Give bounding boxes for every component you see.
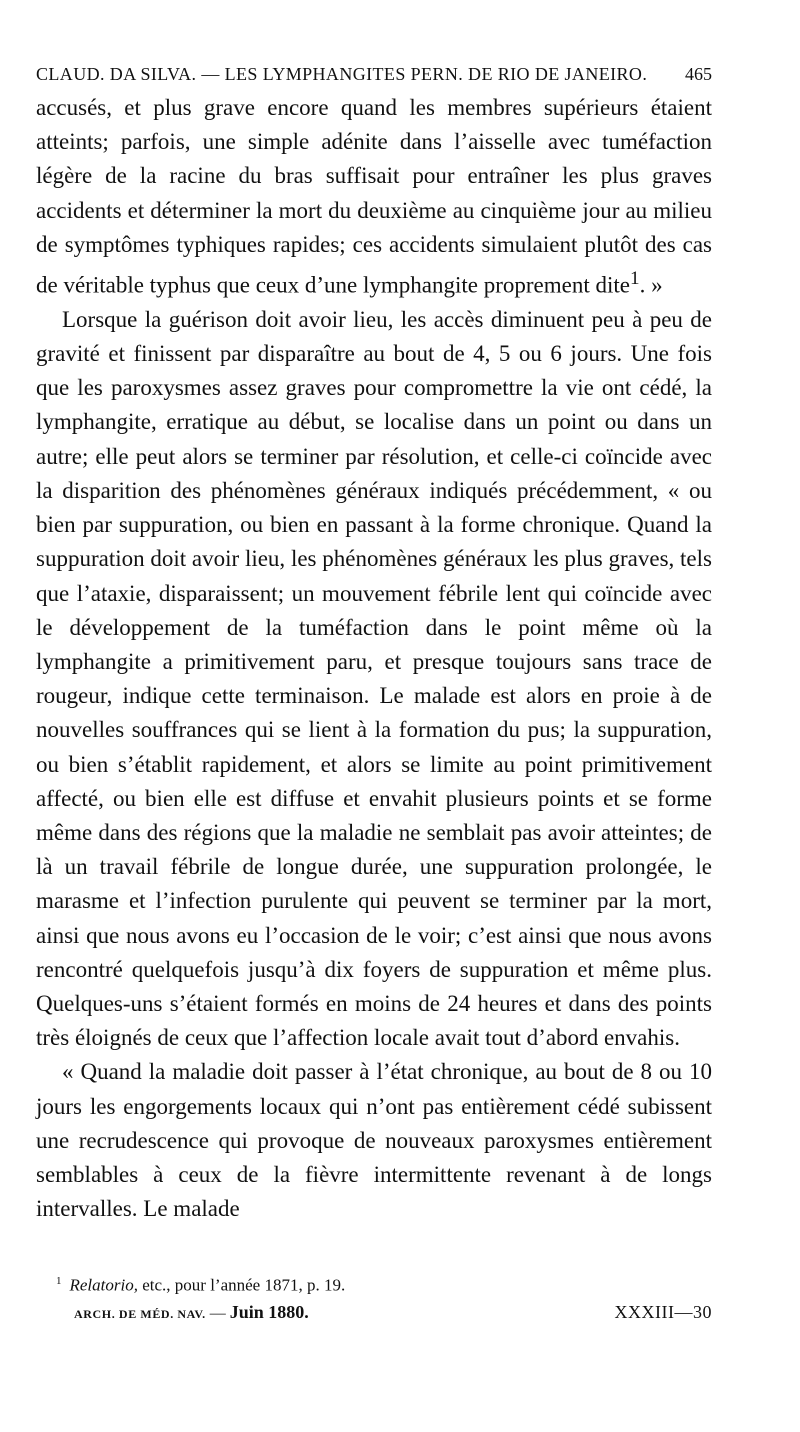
paragraph-1: accusés, et plus grave encore quand les membres supérieurs étaient atteints; parfois, une simple adénite dans l’aisselle avec tuméfaction légère de la racine du bras suffisait pour entraîner les plus graves accidents et déterminer la mort du deuxième au cinquième jour au milieu de symptômes typhiques rapides; ces accidents simulaient plutôt des cas de véritable typhus que ceux d’une lymphangite proprement dite$^1$. » — [36, 95, 712, 298]
footnote — [36, 1270, 712, 1297]
body-text — [36, 91, 712, 1226]
footnote-text: etc., pour l’année 1871, p. 19. — [137, 1276, 346, 1296]
footnote-title: Relatorio, — [69, 1276, 138, 1296]
footnote-marker: 1 — [56, 1275, 62, 1288]
issue-line — [36, 1301, 712, 1325]
journal-name: ARCH. DE MÉD. NAV. — [74, 1307, 206, 1322]
running-header — [36, 64, 712, 85]
signature-mark: XXXIII—30 — [614, 1302, 712, 1323]
footnote-section — [36, 1270, 712, 1325]
paragraph-3: « Quand la maladie doit passer à l’état chronique, au bout de 8 ou 10 jours les engorgements locaux qui n’ont pas entièrement cédé subissent une recrudescence qui provoque de nouveaux paroxysmes entièrement semblables à ceux de la fièvre intermittente revenant à de longs intervalles. Le malade — [36, 1059, 712, 1222]
paragraph-2: Lorsque la guérison doit avoir lieu, les accès diminuent peu à peu de gravité et finissent par disparaître au bout de 4, 5 ou 6 jours. Une fois que les paroxysmes assez graves pour compromettre la vie ont cédé, la lymphangite, erratique au début, se localise dans un point ou dans un autre; elle peut alors se terminer par résolution, et celle-ci coïncide avec la disparition des phénomènes généraux indiqués précédemment, « ou bien par suppuration, ou bien en passant à la forme chronique. Quand la suppuration doit avoir lieu, les phénomènes généraux les plus graves, tels que l’ataxie, disparaissent; un mouvement fébrile lent qui coïncide avec le développement de la tuméfaction dans le point même où la lymphangite a primitivement paru, et presque toujours sans trace de rougeur, indique cette terminaison. Le malade est alors en proie à de nouvelles souffrances qui se lient à la formation du pus; la suppuration, ou bien s’établit rapidement, et alors se limite au point primitivement affecté, ou bien elle est diffuse et envahit plusieurs points et se forme même dans des régions que la maladie ne semblait pas avoir atteintes; de là un travail fébrile de longue durée, une suppuration prolongée, le marasme et l’infection purulente qui peuvent se terminer par la mort, ainsi que nous avons eu l’occasion de le voir; c’est ainsi que nous avons rencontré quelquefois jusqu’à dix foyers de suppuration et même plus. Quelques-uns s’étaient formés en moins de 24 heures et dans des points très éloignés de ceux que l’affection locale avait tout d’abord envahis. — [36, 306, 712, 1051]
document-page — [36, 64, 712, 1325]
journal-info — [74, 1301, 309, 1325]
page-number: 465 — [685, 64, 712, 84]
footnote-reference: 1 — [629, 268, 640, 290]
journal-separator: — — [209, 1305, 226, 1323]
running-title: CLAUD. DA SILVA. — LES LYMPHANGITES PERN. DE RIO DE JANEIRO. — [36, 64, 648, 84]
issue-date: Juin 1880. — [229, 1302, 309, 1323]
